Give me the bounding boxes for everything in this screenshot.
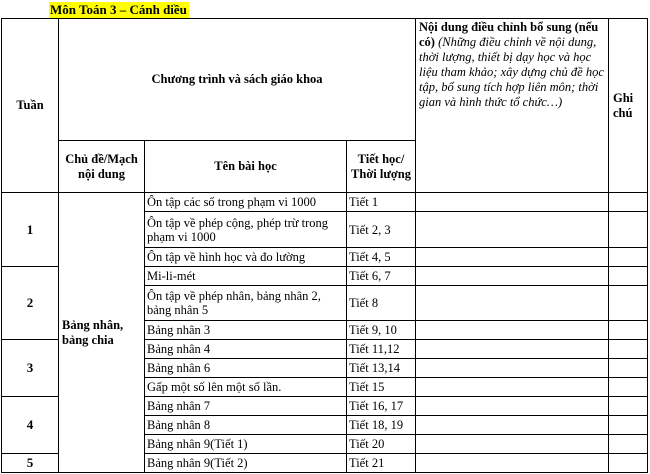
lesson-cell: Bảng nhân 8: [145, 416, 347, 435]
notes-cell: [609, 286, 648, 321]
document-title: Môn Toán 3 – Cánh diều: [50, 2, 187, 17]
adjustment-cell: [416, 435, 609, 454]
adjustment-cell: [416, 193, 609, 212]
adjustment-header: [416, 19, 609, 193]
notes-cell: [609, 321, 648, 340]
week-cell: 1: [2, 193, 59, 267]
week-cell: 4: [2, 397, 59, 454]
period-cell: Tiết 16, 17: [347, 397, 416, 416]
notes-cell: [609, 378, 648, 397]
week-header: Tuần: [2, 19, 59, 193]
lesson-cell: Mi-li-mét: [145, 267, 347, 286]
header-row: [2, 19, 648, 141]
period-cell: Tiết 20: [347, 435, 416, 454]
notes-cell: [609, 193, 648, 212]
lesson-cell: Bảng nhân 4: [145, 340, 347, 359]
period-cell: Tiết 8: [347, 286, 416, 321]
period-cell: Tiết 6, 7: [347, 267, 416, 286]
notes-header: Ghi chú: [609, 19, 648, 193]
adjustment-cell: [416, 340, 609, 359]
notes-cell: [609, 267, 648, 286]
period-cell: Tiết 18, 19: [347, 416, 416, 435]
lesson-cell: Ôn tập các số trong phạm vi 1000: [145, 193, 347, 212]
adjustment-title: Nội dung điều chỉnh bổ sung (nếu có): [419, 20, 599, 49]
curriculum-table: [1, 18, 648, 473]
adjustment-cell: [416, 248, 609, 267]
period-cell: Tiết 1: [347, 193, 416, 212]
period-cell: Tiết 15: [347, 378, 416, 397]
notes-cell: [609, 248, 648, 267]
topic-header: Chủ đề/Mạch nội dung: [59, 141, 145, 193]
week-cell: 2: [2, 267, 59, 340]
adjustment-note: (Những điều chỉnh về nội dung, thời lượng, thiết bị dạy học và học liệu tham khảo; xây dựng chủ đề học tập, bổ sung tích hợp liên môn; thời gian và hình thức tổ chức…): [419, 35, 604, 109]
period-cell: Tiết 11,12: [347, 340, 416, 359]
adjustment-cell: [416, 454, 609, 473]
period-cell: Tiết 21: [347, 454, 416, 473]
notes-cell: [609, 340, 648, 359]
adjustment-cell: [416, 286, 609, 321]
lesson-cell: Ôn tập về phép cộng, phép trừ trong phạm vi 1000: [145, 212, 347, 248]
lesson-cell: Bảng nhân 9(Tiết 2): [145, 454, 347, 473]
period-cell: Tiết 13,14: [347, 359, 416, 378]
adjustment-cell: [416, 321, 609, 340]
period-cell: Tiết 2, 3: [347, 212, 416, 248]
adjustment-cell: [416, 212, 609, 248]
notes-cell: [609, 435, 648, 454]
adjustment-cell: [416, 397, 609, 416]
lesson-cell: Bảng nhân 3: [145, 321, 347, 340]
topic-cell: Bảng nhân, bảng chia: [59, 193, 145, 473]
period-cell: Tiết 4, 5: [347, 248, 416, 267]
lesson-cell: Bảng nhân 7: [145, 397, 347, 416]
lesson-cell: Bảng nhân 6: [145, 359, 347, 378]
notes-cell: [609, 454, 648, 473]
lesson-cell: Ôn tập về hình học và đo lường: [145, 248, 347, 267]
adjustment-cell: [416, 416, 609, 435]
period-header: Tiết học/ Thời lượng: [347, 141, 416, 193]
notes-cell: [609, 416, 648, 435]
notes-cell: [609, 359, 648, 378]
lesson-cell: Ôn tập về phép nhân, bảng nhân 2, bảng nhân 5: [145, 286, 347, 321]
adjustment-cell: [416, 378, 609, 397]
program-header: Chương trình và sách giáo khoa: [59, 19, 416, 141]
week-cell: 3: [2, 340, 59, 397]
adjustment-cell: [416, 267, 609, 286]
lesson-cell: Bảng nhân 9(Tiết 1): [145, 435, 347, 454]
week-cell: 5: [2, 454, 59, 473]
notes-cell: [609, 212, 648, 248]
lesson-header: Tên bài học: [145, 141, 347, 193]
table-row: [2, 193, 648, 212]
period-cell: Tiết 9, 10: [347, 321, 416, 340]
adjustment-cell: [416, 359, 609, 378]
lesson-cell: Gấp một số lên một số lần.: [145, 378, 347, 397]
notes-cell: [609, 397, 648, 416]
